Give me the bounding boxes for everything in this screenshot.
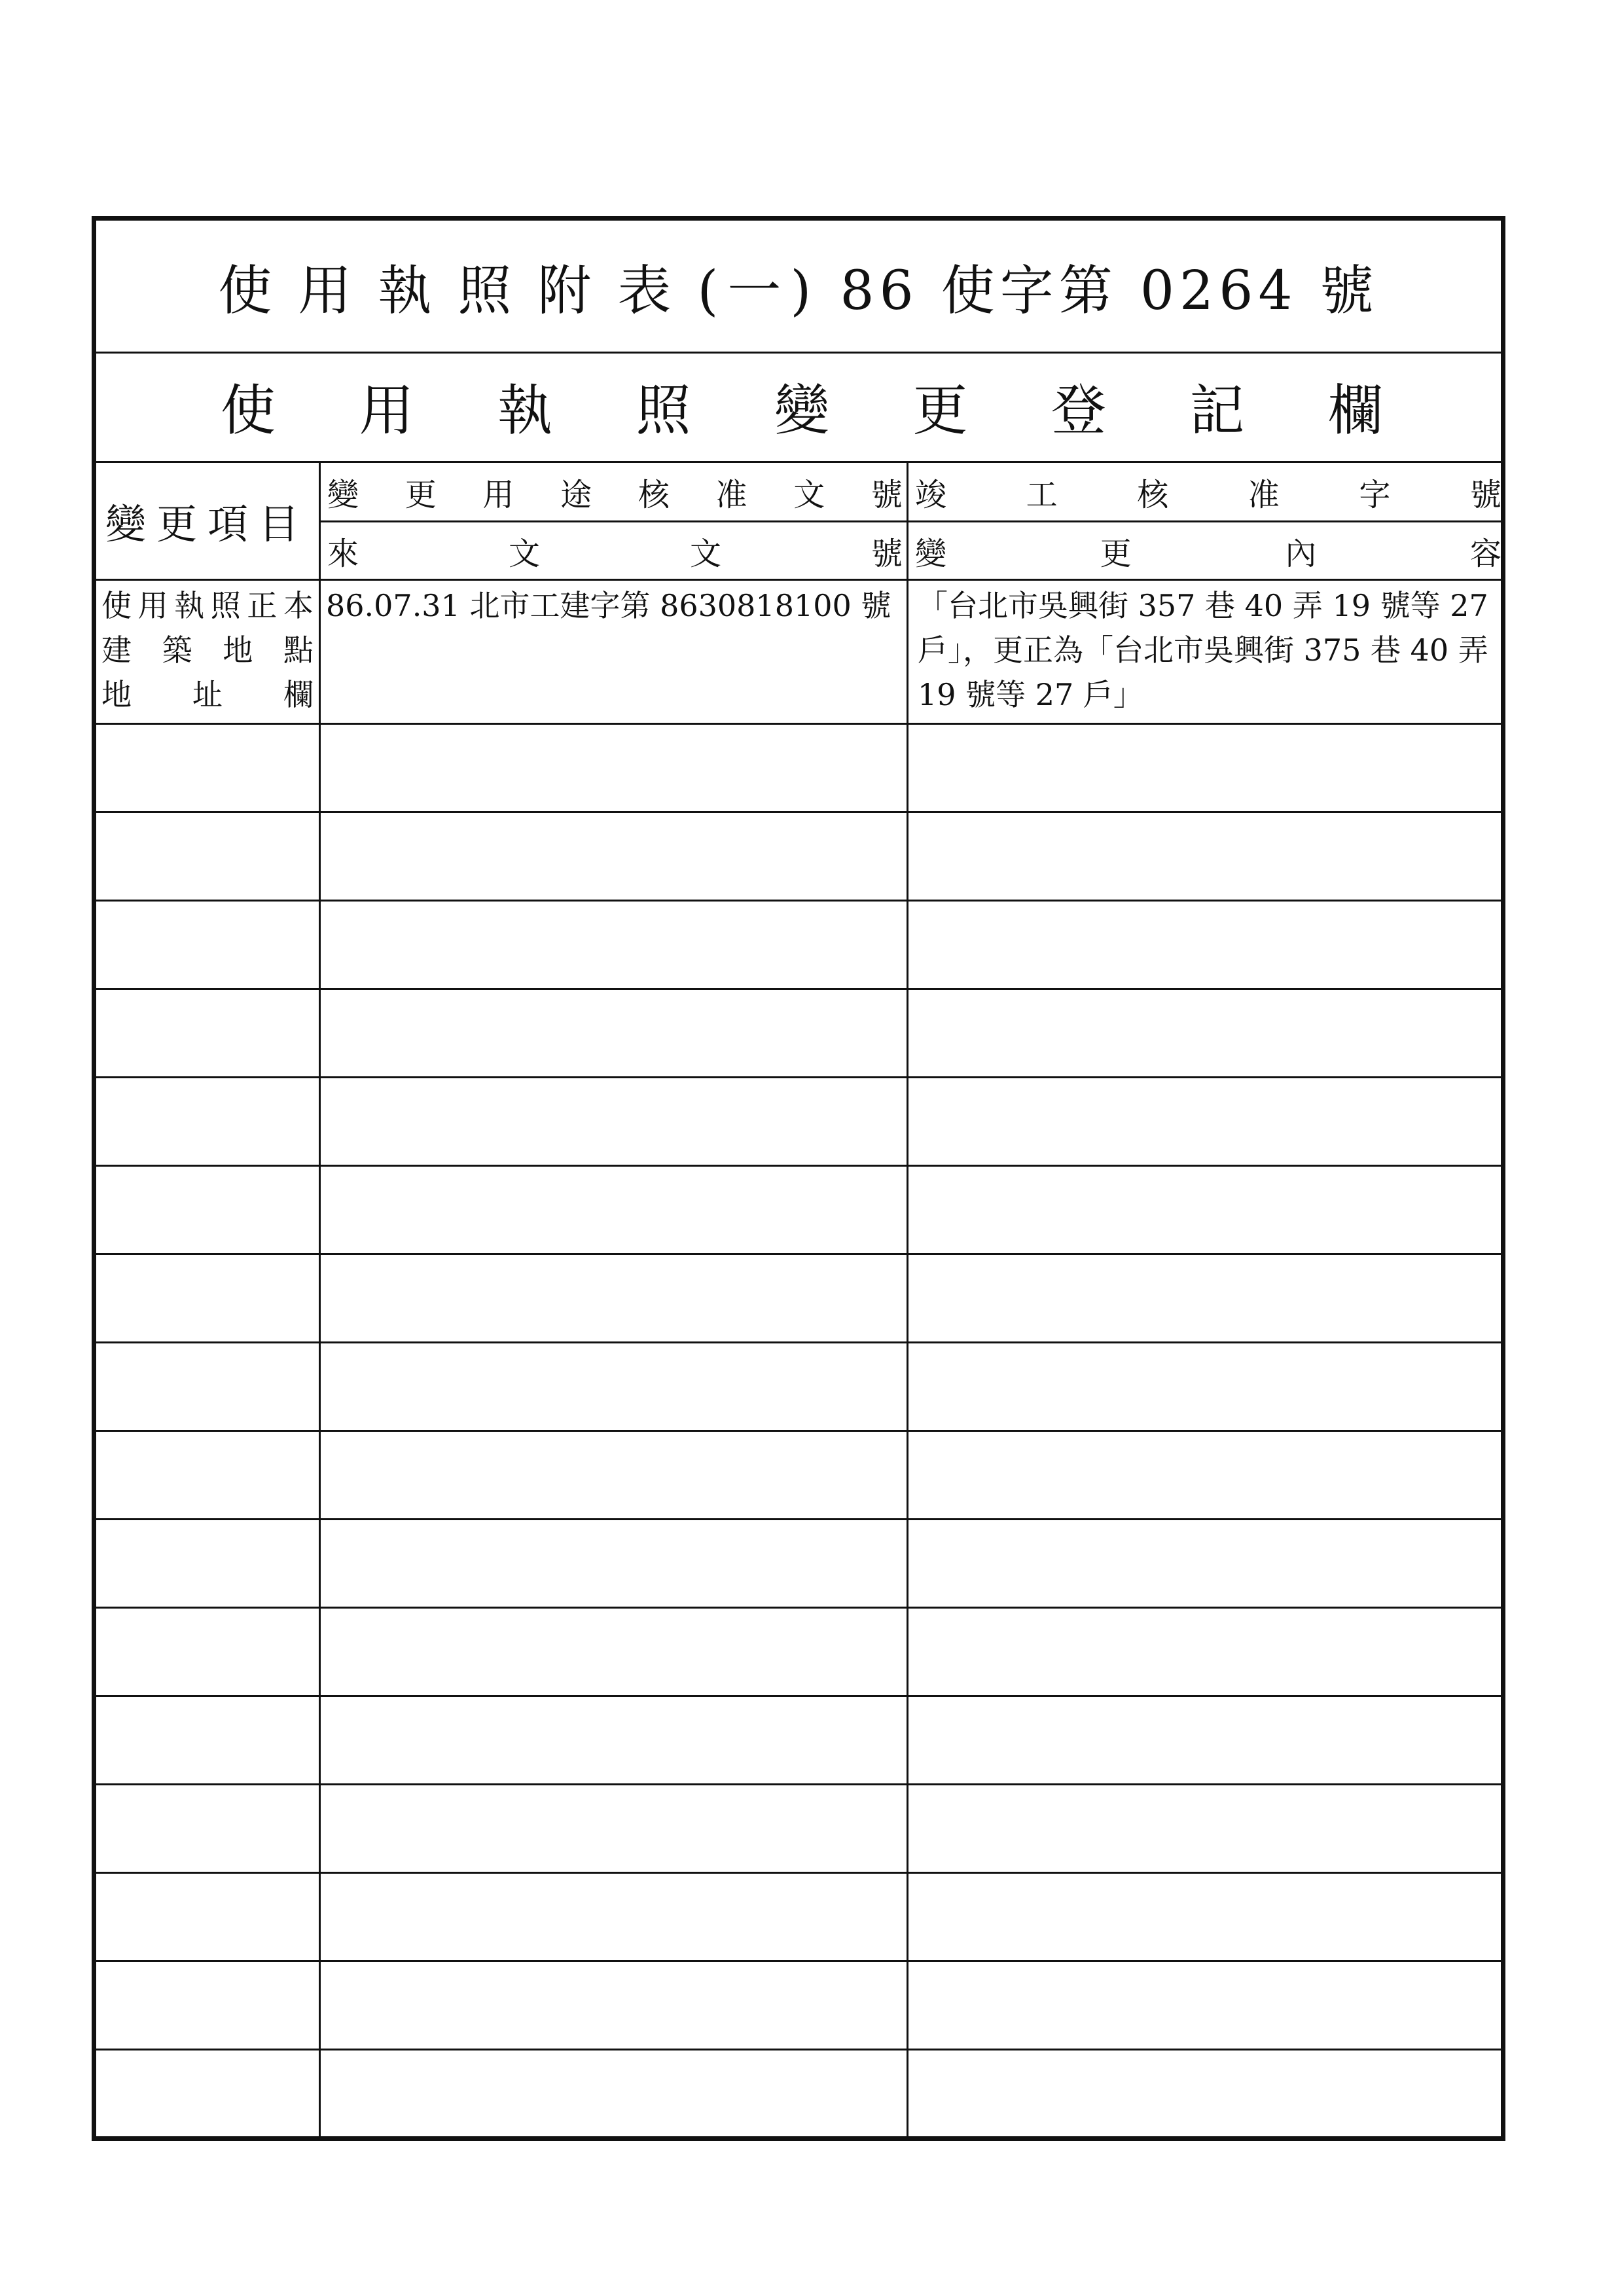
header-char: 來	[327, 535, 359, 572]
header-char: 核	[1137, 476, 1169, 513]
header-change-item: 變更項目	[96, 463, 319, 581]
section-title-char: 照	[636, 378, 691, 443]
header-char: 核	[638, 476, 670, 513]
empty-table-row	[96, 1167, 1501, 1255]
empty-table-row	[96, 1432, 1501, 1520]
header-char: 號	[1469, 476, 1501, 513]
empty-table-row	[96, 1962, 1501, 2050]
empty-table-row	[96, 1874, 1501, 1962]
empty-table-row	[96, 1785, 1501, 1874]
form-title-number: 86 使字第 0264 號	[840, 259, 1379, 322]
header-char: 途	[560, 476, 592, 513]
section-title-char: 登	[1051, 378, 1106, 443]
empty-table-row	[96, 1609, 1501, 1697]
header-char: 用	[482, 476, 514, 513]
header-char: 准	[1248, 476, 1280, 513]
item-char: 使	[101, 588, 132, 623]
empty-table-row	[96, 1255, 1501, 1343]
header-char: 工	[1026, 476, 1058, 513]
header-completion-no	[908, 463, 1505, 520]
item-char: 建	[101, 632, 132, 668]
form-title	[96, 221, 1501, 354]
header-char: 內	[1285, 535, 1317, 572]
header-char: 變	[915, 535, 947, 572]
empty-table-row	[96, 813, 1501, 902]
form-title-paren: (一)	[697, 259, 821, 322]
empty-table-row	[96, 1343, 1501, 1432]
header-char: 變	[327, 476, 359, 513]
empty-table-row	[96, 1520, 1501, 1609]
header-char: 字	[1359, 476, 1391, 513]
item-char: 欄	[283, 677, 314, 712]
section-title	[96, 352, 1501, 463]
change-content-cell: 「台北市吳興街 357 巷 40 弄 19 號等 27 戶」，更正為「台北市吳興街 375 巷 40 弄 19 號等 27 戶」	[918, 588, 1488, 712]
header-char: 准	[715, 476, 747, 513]
item-line	[101, 672, 314, 717]
change-item-cell	[96, 581, 319, 720]
header-char: 號	[871, 476, 903, 513]
header-divider	[319, 520, 1505, 522]
item-char: 照	[210, 588, 241, 623]
header-char: 竣	[915, 476, 947, 513]
empty-table-row	[96, 1078, 1501, 1167]
usage-permit-attachment-form	[92, 216, 1505, 2141]
empty-table-row	[96, 990, 1501, 1078]
item-line	[101, 583, 314, 628]
empty-table-row	[96, 725, 1501, 813]
empty-table-row	[96, 1697, 1501, 1785]
section-title-char: 記	[1189, 378, 1245, 443]
section-title-char: 更	[912, 378, 968, 443]
section-title-char: 執	[497, 378, 552, 443]
item-char: 點	[283, 632, 314, 668]
header-change-use-no	[321, 463, 907, 520]
section-title-char: 使	[221, 378, 276, 443]
item-char: 本	[283, 588, 314, 623]
header-char: 號	[871, 535, 903, 572]
item-char: 址	[192, 677, 223, 712]
section-title-char: 用	[359, 378, 414, 443]
item-char: 地	[223, 632, 253, 668]
header-change-content	[908, 522, 1505, 579]
item-char: 正	[247, 588, 278, 623]
item-line	[101, 628, 314, 672]
form-title-prefix: 使用執照附表	[218, 259, 698, 322]
header-char: 更	[1100, 535, 1132, 572]
header-char: 文	[793, 476, 825, 513]
item-char: 執	[174, 588, 205, 623]
section-title-char: 欄	[1327, 378, 1383, 443]
header-source-doc-no	[321, 522, 907, 579]
header-char: 文	[508, 535, 540, 572]
header-char: 文	[689, 535, 721, 572]
item-char: 築	[162, 632, 192, 668]
item-char: 用	[137, 588, 168, 623]
header-char: 更	[404, 476, 437, 513]
table-row	[96, 581, 1501, 725]
header-char: 容	[1469, 535, 1501, 572]
doc-no-cell: 86.07.31 北市工建字第 8630818100 號	[326, 588, 891, 623]
change-record-table	[96, 463, 1501, 2136]
item-char: 地	[101, 677, 132, 712]
empty-table-row	[96, 902, 1501, 990]
section-title-char: 變	[774, 378, 829, 443]
